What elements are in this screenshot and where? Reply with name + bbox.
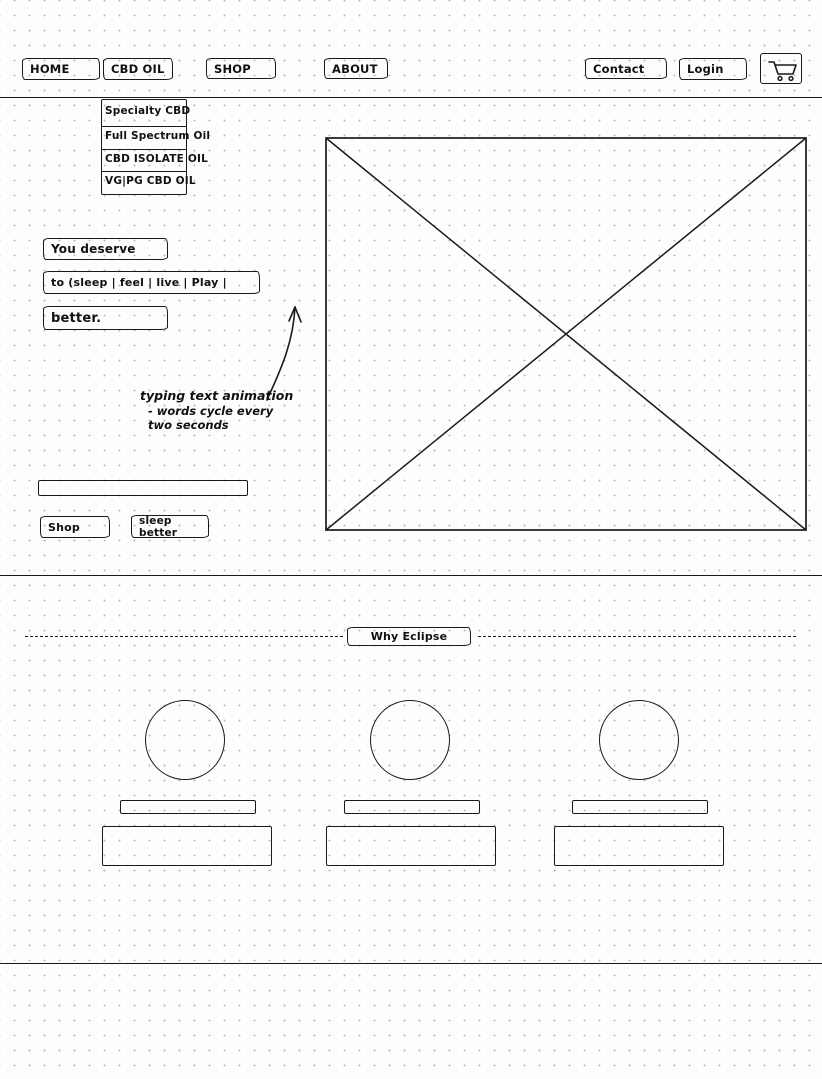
dropdown-divider-1 [101,126,187,127]
nav-item-login-label: Login [687,62,724,76]
cart-button[interactable] [760,53,802,84]
nav-item-login[interactable] [679,58,747,80]
hero-section-divider [0,575,822,576]
hero-headline-line3 [43,306,168,330]
hero-headline-line1 [43,238,168,260]
nav-item-home-label: HOME [30,62,70,76]
card-3-title-bar [572,800,708,814]
dropdown-divider-3 [101,171,187,172]
annotation-line-1: typing text animation [140,388,294,403]
annotation-line-3: two seconds [148,418,229,432]
heading-rule-left [25,636,343,637]
dropdown-item-vg-pg-cbd-oil-label: VG|PG CBD OIL [105,175,196,187]
nav-item-home[interactable] [22,58,100,80]
hero-shop-button-label: Shop [48,520,80,534]
hero-headline-line2-text: to (sleep | feel | live | Play | [51,276,227,289]
dropdown-divider-2 [101,149,187,150]
card-3-icon-circle [599,700,679,780]
section-bottom-divider [0,963,822,964]
dropdown-item-cbd-isolate-oil[interactable] [105,153,208,165]
card-1-icon-circle [145,700,225,780]
dropdown-item-full-spectrum-oil-label: Full Spectrum Oil [105,130,211,142]
shopping-cart-icon [761,54,803,85]
nav-item-contact-label: Contact [593,61,645,76]
hero-subtext-placeholder [38,480,248,496]
heading-rule-right [478,636,796,637]
dropdown-item-specialty-cbd[interactable] [105,105,190,117]
card-2-title-bar [344,800,480,814]
dropdown-item-specialty-cbd-label: Specialty CBD [105,105,191,117]
card-3-body-box [554,826,724,866]
annotation-line-2: - words cycle every [148,403,274,418]
dropdown-item-full-spectrum-oil[interactable] [105,130,210,142]
nav-item-shop[interactable] [206,58,276,79]
nav-item-about-label: ABOUT [332,61,378,76]
dropdown-item-vg-pg-cbd-oil[interactable] [105,175,196,187]
annotation-typing-text [140,388,340,432]
hero-headline-line1-text: You deserve [51,242,136,256]
hero-sleep-better-button-label: sleep better [139,514,178,539]
nav-item-cbd-oil-label: CBD OIL [111,62,165,76]
nav-item-about[interactable] [324,58,388,79]
hero-sleep-better-button[interactable] [131,515,209,538]
hero-headline-line3-text: better. [51,310,102,326]
card-2-body-box [326,826,496,866]
card-2-icon-circle [370,700,450,780]
card-1-title-bar [120,800,256,814]
section-heading-why-eclipse [347,627,471,646]
nav-item-cbd-oil[interactable] [103,58,173,80]
nav-divider [0,97,822,98]
section-heading-why-eclipse-label: Why Eclipse [370,630,448,643]
nav-item-contact[interactable] [585,58,667,79]
dropdown-item-cbd-isolate-oil-label: CBD ISOLATE OIL [105,153,208,165]
hero-shop-button[interactable] [40,516,110,538]
nav-item-shop-label: SHOP [214,61,251,76]
card-1-body-box [102,826,272,866]
